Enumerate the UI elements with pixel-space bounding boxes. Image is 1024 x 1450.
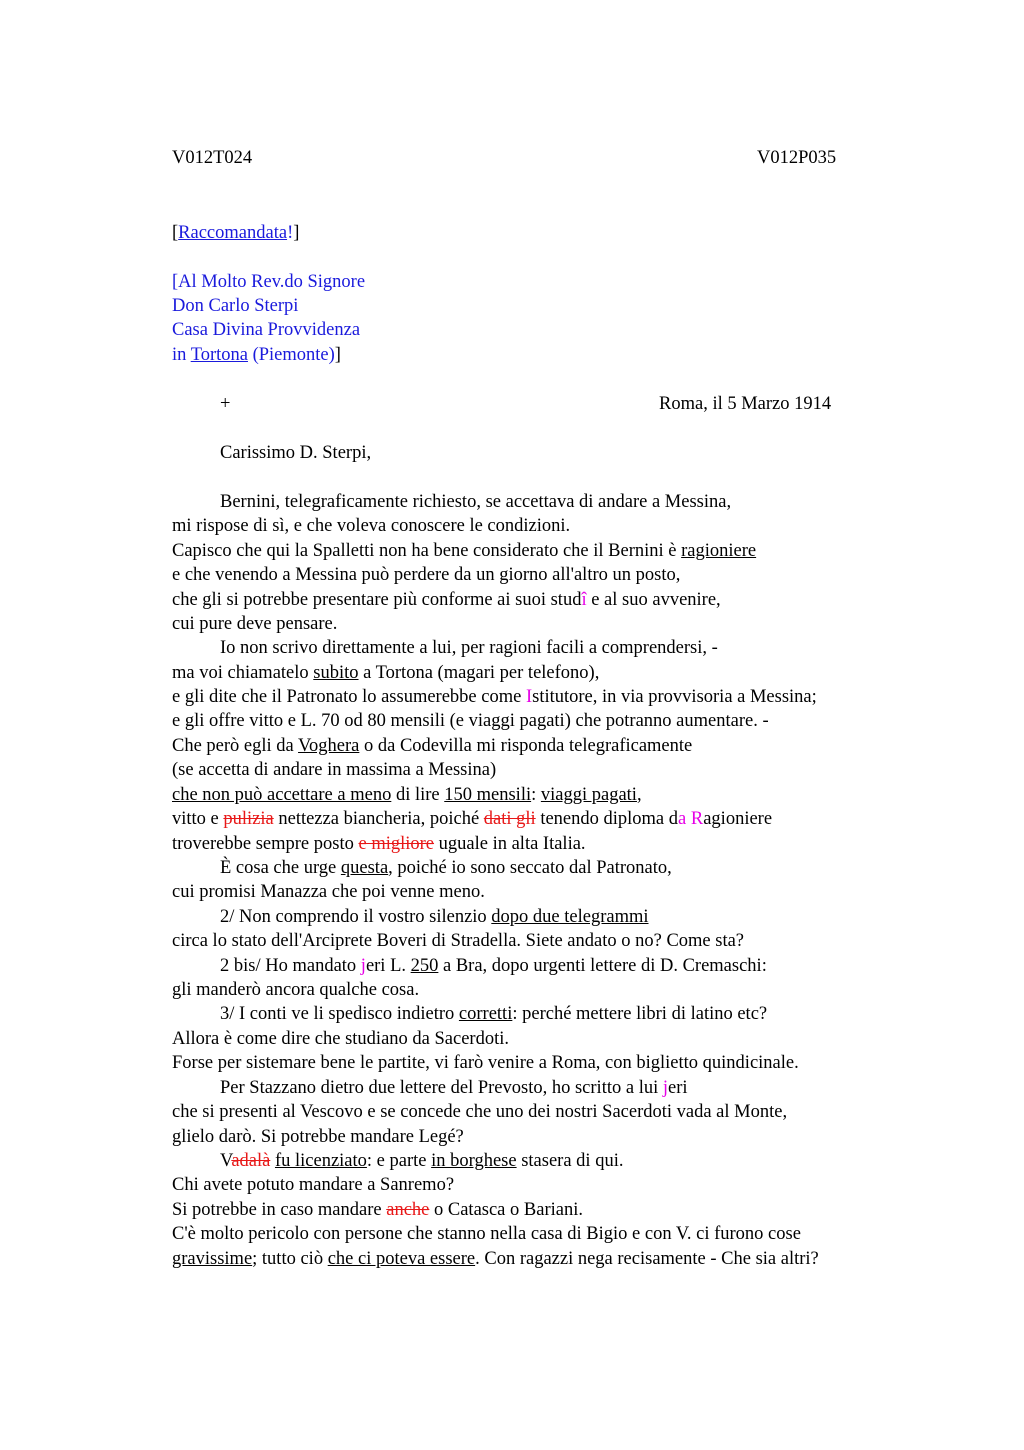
body-line: 2 bis/ Ho mandato jeri L. 250 a Bra, dopo urgenti lettere di D. Cremaschi: [220,956,767,976]
body-line: e che venendo a Messina può perdere da un giorno all'altro un posto, [172,565,681,585]
body-line: Vadalà fu licenziato: e parte in borghese stasera di qui. [220,1151,624,1171]
address-city: Tortona [190,345,248,365]
body-line: Forse per sistemare bene le partite, vi farò venire a Roma, con biglietto quindicinale. [172,1053,799,1073]
body-line: e gli dite che il Patronato lo assumerebbe come Istitutore, in via provvisoria a Messina; [172,687,817,707]
body-line: 3/ I conti ve li spedisco indietro corretti: perché mettere libri di latino etc? [220,1004,768,1024]
body-line: troverebbe sempre posto e migliore uguale in alta Italia. [172,834,586,854]
address-line-4: in Tortona (Piemonte)] [172,345,341,365]
body-line: Allora è come dire che studiano da Sacerdoti. [172,1029,509,1049]
archive-code-left: V012T024 [172,148,253,168]
body-line: Che però egli da Voghera o da Codevilla mi risponda telegraficamente [172,736,693,756]
body-line: e gli offre vitto e L. 70 od 80 mensili (e viaggi pagati) che potranno aumentare. - [172,711,769,731]
body-line: (se accetta di andare in massima a Messina) [172,760,497,780]
address-line-3: Casa Divina Provvidenza [172,320,361,340]
address-line-2: Don Carlo Sterpi [172,296,299,316]
body-line: vitto e pulizia nettezza biancheria, poiché dati gli tenendo diploma da Ragioniere [172,809,773,829]
body-line: Chi avete potuto mandare a Sanremo? [172,1175,455,1195]
body-line: cui promisi Manazza che poi venne meno. [172,882,485,902]
registered-note: [Raccomandata!] [172,223,300,243]
body-line: glielo darò. Si potrebbe mandare Legé? [172,1127,464,1147]
body-line: È cosa che urge questa, poiché io sono seccato dal Patronato, [220,858,672,878]
cross-mark: + [220,394,231,414]
body-line: Per Stazzano dietro due lettere del Prevosto, ho scritto a lui jeri [220,1078,688,1098]
body-line: C'è molto pericolo con persone che stanno nella casa di Bigio e con V. ci furono cose [172,1224,801,1244]
body-line: ma voi chiamatelo subito a Tortona (magari per telefono), [172,663,600,683]
body-line: che non può accettare a meno di lire 150 mensili: viaggi pagati, [172,785,642,805]
body-line: 2/ Non comprendo il vostro silenzio dopo due telegrammi [220,907,649,927]
body-line: che gli si potrebbe presentare più conforme ai suoi studî e al suo avvenire, [172,590,721,610]
body-line: Bernini, telegraficamente richiesto, se accettava di andare a Messina, [220,492,732,512]
address-line-1: [Al Molto Rev.do Signore [172,272,366,292]
body-line: Si potrebbe in caso mandare anche o Catasca o Bariani. [172,1200,583,1220]
archive-code-right: V012P035 [757,148,837,168]
salutation: Carissimo D. Sterpi, [220,443,372,463]
body-line: Capisco che qui la Spalletti non ha bene considerato che il Bernini è ragioniere [172,541,757,561]
body-line: gravissime; tutto ciò che ci poteva essere. Con ragazzi nega recisamente - Che sia altri? [172,1249,819,1269]
body-line: Io non scrivo direttamente a lui, per ragioni facili a comprendersi, - [220,638,718,658]
body-line: cui pure deve pensare. [172,614,338,634]
place-date: Roma, il 5 Marzo 1914 [659,394,832,414]
registered-word: Raccomandata [178,223,288,243]
body-line: che si presenti al Vescovo e se concede che uno dei nostri Sacerdoti vada al Monte, [172,1102,788,1122]
body-line: gli manderò ancora qualche cosa. [172,980,420,1000]
body-line: mi rispose di sì, e che voleva conoscere le condizioni. [172,516,571,536]
body-line: circa lo stato dell'Arciprete Boveri di Stradella. Siete andato o no? Come sta? [172,931,745,951]
